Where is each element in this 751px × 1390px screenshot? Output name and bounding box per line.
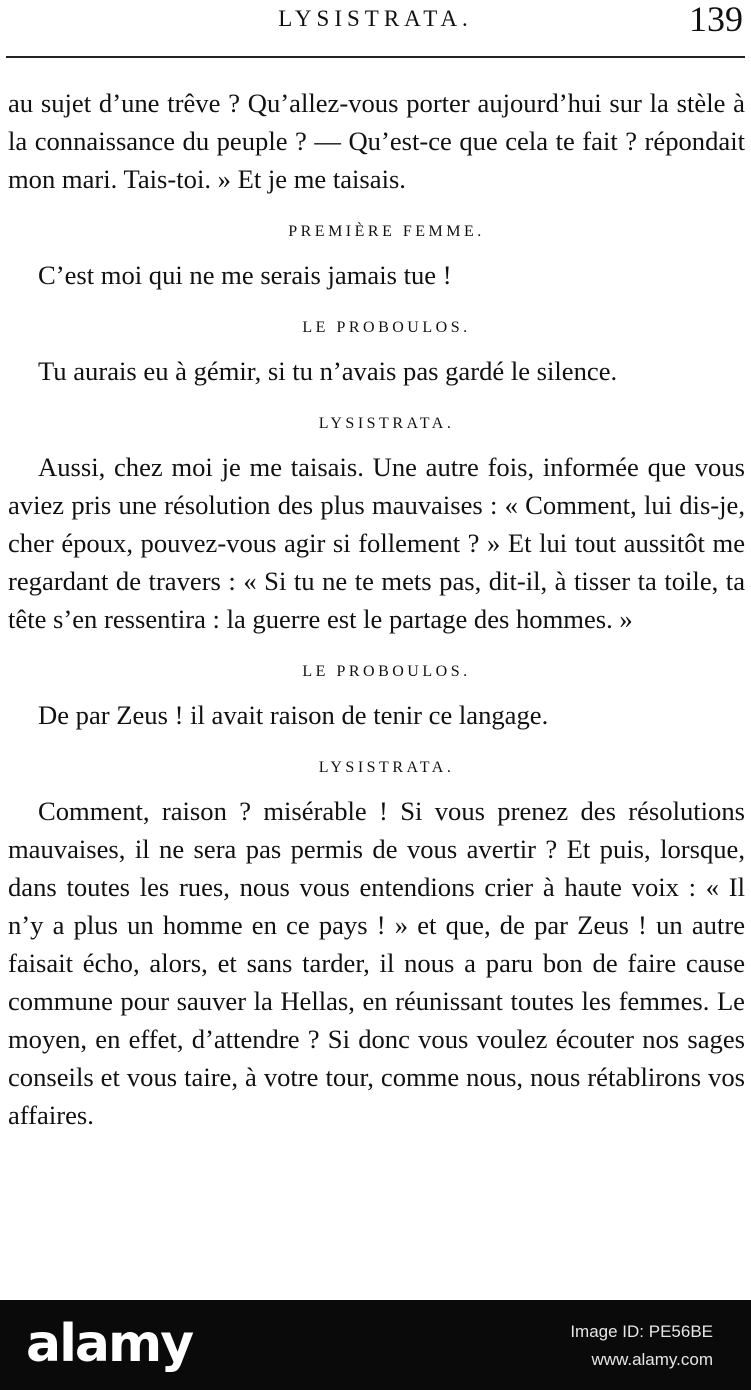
paragraph-continuation: au sujet d’une trêve ? Qu’allez-vous porter aujourd’hui sur la stèle à la connaissance du peuple ? — Qu’est-ce que cela te fait ? répondait mon mari. Tais-toi. » Et je me taisais.	[8, 88, 745, 194]
speaker-label: LE PROBOULOS.	[302, 663, 471, 680]
speaker-label: PREMIÈRE FEMME.	[288, 223, 485, 240]
header-rule	[6, 56, 745, 58]
speaker-label: LYSISTRATA.	[318, 759, 455, 776]
page-header	[6, 2, 745, 42]
image-id-label: Image ID: PE56BE	[570, 1322, 713, 1341]
speaker-label: LE PROBOULOS.	[302, 319, 471, 336]
site-url: www.alamy.com	[591, 1350, 713, 1369]
paragraph: Aussi, chez moi je me taisais. Une autre fois, informée que vous aviez pris une résolution des plus mauvaises : « Comment, lui dis-je, cher époux, pouvez-vous agir si follement ? » Et lui tout aussitôt me regardant de travers : « Si tu ne te mets pas, dit-il, à tisser ta toile, ta tête s’en ressentira : la guerre est le partage des hommes. »	[8, 452, 745, 634]
page-number: 139	[689, 0, 743, 39]
running-title: LYSISTRATA.	[278, 6, 473, 31]
watermark-bar	[0, 1300, 751, 1390]
speaker-label: LYSISTRATA.	[318, 415, 455, 432]
paragraph: De par Zeus ! il avait raison de tenir ce langage.	[38, 700, 549, 730]
paragraph: C’est moi qui ne me serais jamais tue !	[38, 260, 452, 290]
alamy-logo: alamy	[26, 1314, 193, 1374]
paragraph: Tu aurais eu à gémir, si tu n’avais pas gardé le silence.	[38, 356, 618, 386]
page-body	[8, 84, 745, 1134]
paragraph: Comment, raison ? misérable ! Si vous prenez des résolutions mauvaises, il ne sera pas permis de vous avertir ? Et puis, lorsque, dans toutes les rues, nous vous entendions crier à haute voix : « Il n’y a plus un homme en ce pays ! » et que, de par Zeus ! un autre faisait écho, alors, et sans tarder, il nous a paru bon de faire cause commune pour sauver la Hellas, en réunissant toutes les femmes. Le moyen, en effet, d’attendre ? Si donc vous voulez écouter nos sages conseils et vous taire, à votre tour, comme nous, nous rétablirons vos affaires.	[8, 796, 745, 1130]
